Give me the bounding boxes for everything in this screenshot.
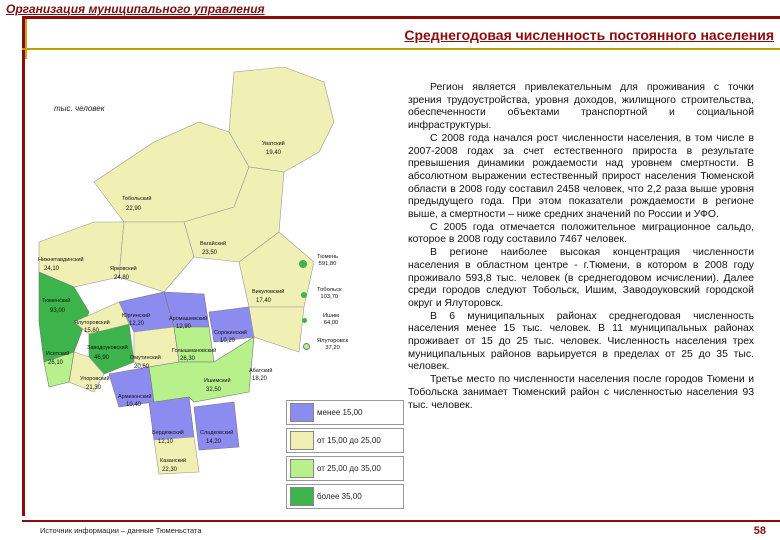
slide-title: Среднегодовая численность постоянного населения: [404, 27, 774, 43]
paragraph: С 2005 года отмечается положительное миграционное сальдо, которое в 2008 году составило 7467 человек.: [408, 221, 754, 246]
legend-label: менее 15,00: [317, 408, 363, 417]
city-value-ishim: 64,00: [323, 320, 339, 326]
paragraph: В 6 муниципальных районах среднегодовая численность населения менее 15 тыс. человек. В 11 муниципальных районах проживает от 15 до 25 тыс. человек. Численность населения трех муниципальных районов варьируется в пределах от 25 до 35 тыс. человек.: [408, 310, 754, 373]
city-value-yalutorovsk: 37,20: [325, 345, 340, 351]
legend-item: [286, 400, 404, 425]
district-label-vikulovsky: Викуловский: [252, 289, 285, 295]
district-value-omutinsky: 20,60: [134, 364, 150, 370]
frame-top-line: [22, 16, 780, 19]
district-shape-tobolsky: [94, 122, 249, 222]
district-shape-omutinsky: [134, 327, 179, 367]
frame-accent-line: [22, 48, 780, 50]
city-dot-ishim: [302, 318, 307, 323]
district-label-tyumensky: Тюменский: [42, 298, 71, 304]
city-dot-tobolsk: [301, 292, 307, 298]
district-value-tobolsky: 22,90: [126, 206, 142, 212]
source-note: Источник информации – данные Тюменьстата: [40, 526, 202, 535]
legend-label: от 25,00 до 35,00: [317, 464, 381, 473]
district-label-armizonsky: Армизонский: [118, 394, 152, 400]
district-value-kazansky: 22,30: [162, 467, 178, 473]
paragraph: С 2008 года начался рост численности населения, в том числе в 2007-2008 годах за счет естественного прироста в результате превышения динамики рождаемости над уровнем смертности. В абсолютном выражении естественный прирост населения Тюменской области в 2008 году составил 2458 человек, что 2,2 раза выше уровня предыдущего года. При этом показатели рождаемости в регионе выше, а смертности – ниже средних значений по России и УФО.: [408, 132, 754, 221]
district-value-isetsky: 26,10: [48, 360, 64, 366]
org-title: Организация муниципального управления: [6, 2, 265, 16]
paragraph: Регион является привлекательным для проживания с точки зрения трудоустройства, уровня доходов, жилищного строительства, обеспеченности объектами транспортной и социальной инфраструктуры.: [408, 82, 754, 132]
city-label-tobolsk: [317, 287, 342, 301]
district-label-kazansky: Казанский: [160, 458, 187, 464]
district-shape-uvatsky: [229, 67, 334, 172]
map-unit-label: тыс. человек: [54, 104, 105, 113]
legend-item: [286, 428, 404, 453]
district-shape-abatsky: [249, 307, 304, 352]
city-label-ishim: [323, 313, 339, 327]
district-value-sladkovsky: 14,20: [206, 439, 222, 445]
legend-item: [286, 456, 404, 481]
legend-label: более 35,00: [317, 492, 362, 501]
district-value-uporovsky: 21,30: [86, 385, 102, 391]
district-label-berdyuzhsky: Бердюжский: [152, 430, 184, 436]
map-legend: [286, 400, 404, 512]
district-value-zavodoukovsky: 46,90: [94, 355, 110, 361]
district-value-nizhnetavdinsky: 24,10: [44, 266, 60, 272]
city-name-tobolsk: Тобольск: [317, 287, 342, 293]
city-dot-tyumen: [299, 260, 307, 268]
district-label-sladkovsky: Сладковский: [200, 430, 234, 436]
district-value-tyumensky: 93,00: [50, 308, 66, 314]
district-value-abatsky: 18,20: [252, 376, 268, 382]
district-value-yarkovsky: 24,80: [114, 275, 130, 281]
city-label-tyumen: [317, 254, 338, 268]
frame-accent-vertical: [25, 19, 27, 59]
district-value-berdyuzhsky: 12,10: [158, 439, 174, 445]
district-value-armizonsky: 10,40: [126, 402, 142, 408]
district-label-tobolsky: Тобольский: [122, 196, 152, 202]
region-map: [34, 62, 404, 501]
district-value-uvatsky: 19,40: [266, 150, 282, 156]
district-value-golyshmanovsky: 26,30: [180, 356, 196, 362]
frame-left-line: [22, 16, 25, 516]
district-label-sorokinsky: Сорокинский: [214, 330, 247, 336]
district-label-isetsky: Исетский: [46, 351, 70, 357]
district-value-aromashevsky: 12,90: [176, 324, 192, 330]
district-value-ishimsky: 32,50: [206, 387, 222, 393]
district-label-yalutorovsky: Ялуторовский: [74, 320, 110, 326]
district-shape-yarkovsky: [119, 222, 194, 292]
description-text: [408, 82, 754, 412]
district-label-yurginsky: Юргинский: [122, 313, 151, 319]
district-label-nizhnetavdinsky: Нижнетавдинский: [38, 257, 84, 263]
paragraph: Третье место по численности населения после городов Тюмени и Тобольска занимает Тюменский район с численностью населения 93 тыс. человек.: [408, 374, 754, 411]
legend-swatch-yellow: [290, 431, 314, 450]
legend-swatch-lightgreen: [290, 459, 314, 478]
district-shape-armizonsky: [109, 367, 154, 407]
district-value-sorokinsky: 10,20: [220, 338, 236, 344]
district-label-uporovsky: Упоровский: [80, 376, 110, 382]
city-value-tyumen: 591,80: [318, 261, 337, 267]
district-value-yurginsky: 12,20: [129, 321, 145, 327]
paragraph: В регионе наиболее высокая концентрация численности населения в областном центре - г.Тюмени, в котором в 2008 году проживало 593,8 тыс. человек (в среднегодовом исчислении). Далее среди городов следуют Тобольск, Ишим, Заводоуковский городской округ и Ялуторовск.: [408, 247, 754, 309]
district-value-vagaysky: 23,50: [202, 250, 218, 256]
district-label-aromashevsky: Аромашевский: [169, 316, 208, 322]
district-label-ishimsky: Ишимский: [204, 378, 231, 384]
district-label-yarkovsky: Ярковский: [110, 266, 137, 272]
legend-swatch-blue: [290, 403, 314, 422]
district-label-omutinsky: Омутинский: [130, 355, 161, 361]
legend-swatch-green: [290, 487, 314, 506]
city-dot-yalutorovsk: [303, 343, 310, 350]
district-label-zavodoukovsky: Заводоуковский: [87, 345, 128, 351]
city-name-ishim: Ишим: [323, 313, 340, 319]
city-label-yalutorovsk: [317, 338, 348, 352]
legend-label: от 15,00 до 25,00: [317, 436, 381, 445]
district-label-vagaysky: Вагайский: [200, 241, 227, 247]
legend-item: [286, 484, 404, 509]
frame-bottom-line: [22, 520, 780, 522]
page-number: 58: [753, 525, 766, 537]
city-value-tobolsk: 103,70: [320, 294, 339, 300]
district-value-yalutorovsky: 15,60: [84, 328, 100, 334]
district-shape-sorokinsky: [209, 307, 254, 342]
city-name-yalutorovsk: Ялуторовск: [317, 338, 349, 344]
district-label-uvatsky: Уватский: [262, 141, 285, 147]
city-name-tyumen: Тюмень: [317, 254, 338, 260]
district-value-vikulovsky: 17,40: [256, 298, 272, 304]
district-label-abatsky: Абатский: [249, 368, 273, 374]
district-label-golyshmanovsky: Голышмановский: [172, 348, 217, 354]
